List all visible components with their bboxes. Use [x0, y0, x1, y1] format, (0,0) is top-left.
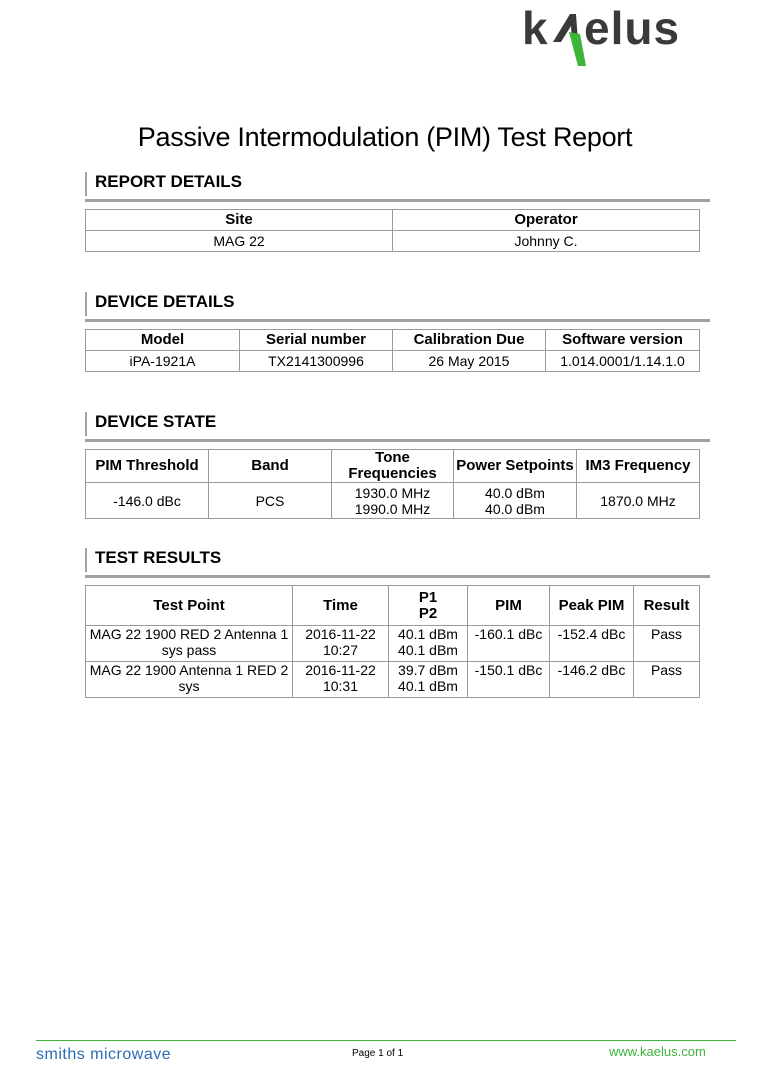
- peak-pim-value: -146.2 dBc: [550, 662, 634, 698]
- date-value: 2016-11-22: [305, 662, 376, 678]
- serial-number-value: TX2141300996: [240, 351, 393, 372]
- p1-value: 39.7 dBm: [398, 662, 458, 678]
- table-row: [86, 662, 700, 698]
- test-point-line: sys pass: [161, 642, 217, 658]
- column-header: Tone Frequencies: [332, 450, 454, 483]
- p2-value: 40.1 dBm: [398, 642, 458, 658]
- band-value: PCS: [209, 483, 332, 519]
- svg-text:k: k: [522, 4, 548, 54]
- column-header: PIM Threshold: [86, 450, 209, 483]
- p1-header: P1: [418, 588, 438, 606]
- device-state-table: [85, 449, 700, 519]
- power-cell: [389, 626, 468, 662]
- test-point-cell: [86, 662, 293, 698]
- tone-frequency-2: 1990.0 MHz: [354, 500, 431, 517]
- test-point-line: sys: [178, 678, 200, 694]
- website-link[interactable]: www.kaelus.com: [609, 1044, 706, 1059]
- column-header: Power Setpoints: [454, 450, 577, 483]
- im3-frequency-value: 1870.0 MHz: [577, 483, 700, 519]
- power-setpoint-1: 40.0 dBm: [485, 484, 545, 501]
- page-title: Passive Intermodulation (PIM) Test Report: [137, 122, 633, 153]
- report-details-heading: REPORT DETAILS: [85, 172, 710, 196]
- software-version-value: 1.014.0001/1.14.1.0: [546, 351, 700, 372]
- column-header-power: [389, 586, 468, 626]
- test-point-line: MAG 22 1900 Antenna 1 RED 2: [89, 662, 289, 678]
- column-header: Time: [293, 586, 389, 626]
- column-header: Band: [209, 450, 332, 483]
- power-setpoint-2: 40.0 dBm: [485, 500, 545, 517]
- p1-value: 40.1 dBm: [398, 626, 458, 642]
- kaelus-logo: [520, 4, 715, 68]
- p2-value: 40.1 dBm: [398, 678, 458, 694]
- model-value: iPA-1921A: [86, 351, 240, 372]
- svg-text:elus: elus: [584, 4, 681, 54]
- power-setpoints-cell: [454, 483, 577, 519]
- column-header: Peak PIM: [550, 586, 634, 626]
- column-header: Calibration Due: [393, 330, 546, 351]
- result-value: Pass: [634, 662, 700, 698]
- peak-pim-value: -152.4 dBc: [550, 626, 634, 662]
- section-divider: [85, 439, 710, 442]
- p2-header: P2: [418, 604, 438, 622]
- power-cell: [389, 662, 468, 698]
- test-point-line: MAG 22 1900 RED 2 Antenna 1: [89, 626, 289, 642]
- time-value: 10:27: [322, 642, 359, 658]
- site-value: MAG 22: [86, 231, 393, 252]
- test-results-table: [85, 585, 700, 698]
- tone-frequency-1: 1930.0 MHz: [354, 484, 431, 501]
- time-value: 10:31: [322, 678, 359, 694]
- report-details-table: [85, 209, 700, 252]
- column-header: Model: [86, 330, 240, 351]
- column-header: Test Point: [86, 586, 293, 626]
- section-divider: [85, 575, 710, 578]
- column-header: Operator: [393, 210, 700, 231]
- section-divider: [85, 199, 710, 202]
- table-row: [86, 626, 700, 662]
- company-logo: smiths microwave: [36, 1046, 172, 1063]
- operator-value: Johnny C.: [393, 231, 700, 252]
- device-details-table: [85, 329, 700, 372]
- pim-value: -160.1 dBc: [468, 626, 550, 662]
- time-cell: [293, 626, 389, 662]
- result-value: Pass: [634, 626, 700, 662]
- column-header: IM3 Frequency: [577, 450, 700, 483]
- test-results-heading: TEST RESULTS: [85, 548, 710, 572]
- column-header: Serial number: [240, 330, 393, 351]
- time-cell: [293, 662, 389, 698]
- footer-divider: [36, 1040, 736, 1041]
- device-details-heading: DEVICE DETAILS: [85, 292, 710, 316]
- pim-value: -150.1 dBc: [468, 662, 550, 698]
- pim-threshold-value: -146.0 dBc: [86, 483, 209, 519]
- column-header: PIM: [468, 586, 550, 626]
- column-header: Site: [86, 210, 393, 231]
- section-divider: [85, 319, 710, 322]
- page-number: Page 1 of 1: [352, 1048, 404, 1059]
- tone-frequencies-cell: [332, 483, 454, 519]
- date-value: 2016-11-22: [305, 626, 376, 642]
- test-point-cell: [86, 626, 293, 662]
- device-state-heading: DEVICE STATE: [85, 412, 710, 436]
- column-header: Software version: [546, 330, 700, 351]
- calibration-due-value: 26 May 2015: [393, 351, 546, 372]
- column-header: Result: [634, 586, 700, 626]
